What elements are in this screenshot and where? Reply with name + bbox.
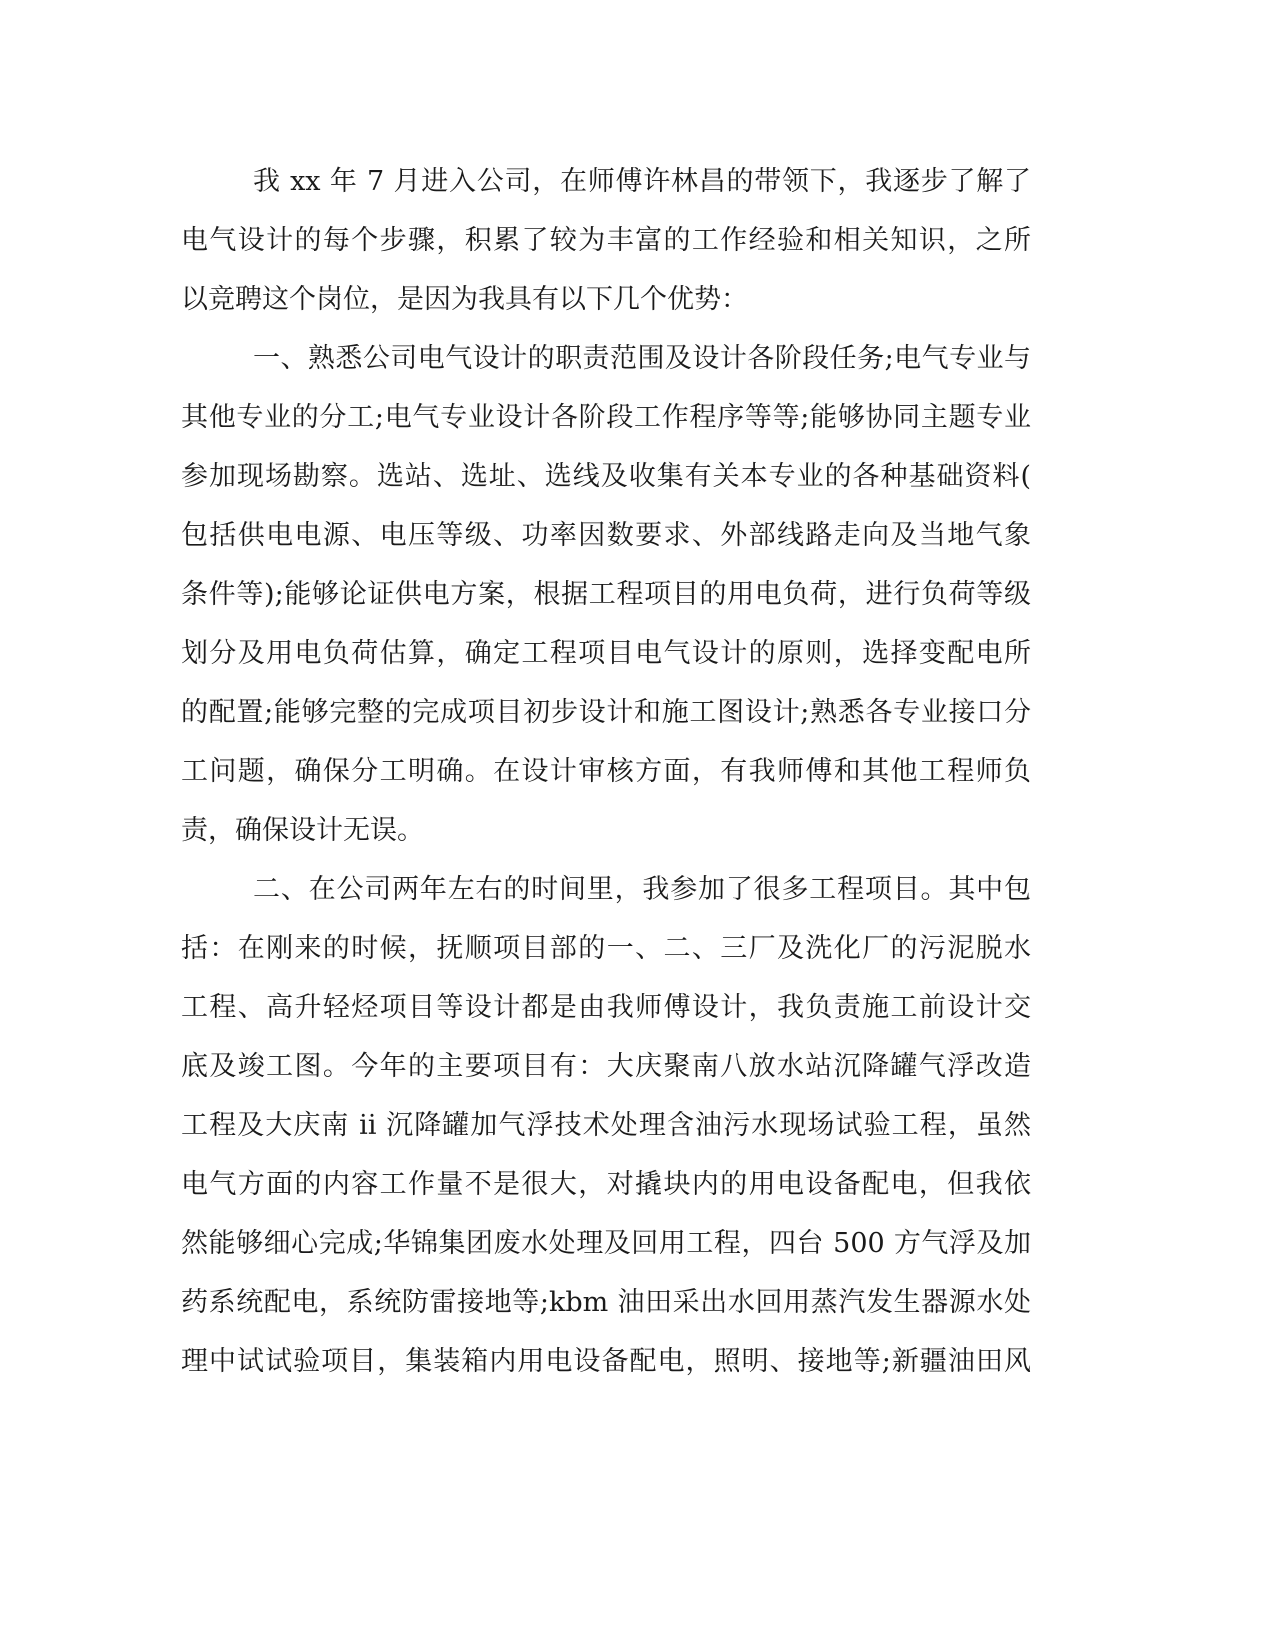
paragraph-3-line-4: 底及竣工图。今年的主要项目有：大庆聚南八放水站沉降罐气浮改造 — [181, 1051, 1031, 1082]
paragraph-3-line-8: 药系统配电，系统防雷接地等;kbm 油田采出水回用蒸汽发生器源水处 — [181, 1287, 1031, 1318]
paragraph-2-line-5: 条件等);能够论证供电方案，根据工程项目的用电负荷，进行负荷等级 — [181, 579, 1031, 610]
paragraph-2-line-6: 划分及用电负荷估算，确定工程项目电气设计的原则，选择变配电所 — [181, 638, 1031, 669]
paragraph-2-line-2: 其他专业的分工;电气专业设计各阶段工作程序等等;能够协同主题专业 — [181, 402, 1031, 433]
paragraph-2-line-8: 工问题，确保分工明确。在设计审核方面，有我师傅和其他工程师负 — [181, 756, 1031, 787]
paragraph-3-line-2: 括：在刚来的时候，抚顺项目部的一、二、三厂及洗化厂的污泥脱水 — [181, 933, 1031, 964]
paragraph-3-line-3: 工程、高升轻烃项目等设计都是由我师傅设计，我负责施工前设计交 — [181, 992, 1031, 1023]
paragraph-1-line-2: 电气设计的每个步骤，积累了较为丰富的工作经验和相关知识，之所 — [181, 225, 1031, 256]
paragraph-2-line-4: 包括供电电源、电压等级、功率因数要求、外部线路走向及当地气象 — [181, 520, 1031, 551]
paragraph-2-line-7: 的配置;能够完整的完成项目初步设计和施工图设计;熟悉各专业接口分 — [181, 697, 1031, 728]
paragraph-3-line-1: 二、在公司两年左右的时间里，我参加了很多工程项目。其中包 — [253, 874, 1031, 905]
paragraph-1-line-1: 我 xx 年 7 月进入公司，在师傅许林昌的带领下，我逐步了解了 — [253, 166, 1031, 197]
paragraph-3-line-6: 电气方面的内容工作量不是很大，对撬块内的用电设备配电，但我依 — [181, 1169, 1031, 1200]
paragraph-2-line-3: 参加现场勘察。选站、选址、选线及收集有关本专业的各种基础资料( — [181, 461, 1031, 492]
paragraph-3-line-7: 然能够细心完成;华锦集团废水处理及回用工程，四台 500 方气浮及加 — [181, 1228, 1031, 1259]
paragraph-3-line-9: 理中试试验项目，集装箱内用电设备配电，照明、接地等;新疆油田风 — [181, 1346, 1031, 1377]
paragraph-2-line-9: 责，确保设计无误。 — [181, 815, 424, 846]
paragraph-2-line-1: 一、熟悉公司电气设计的职责范围及设计各阶段任务;电气专业与 — [253, 343, 1031, 374]
paragraph-1-line-3: 以竞聘这个岗位，是因为我具有以下几个优势： — [181, 284, 748, 315]
paragraph-3-line-5: 工程及大庆南 ii 沉降罐加气浮技术处理含油污水现场试验工程，虽然 — [181, 1110, 1031, 1141]
